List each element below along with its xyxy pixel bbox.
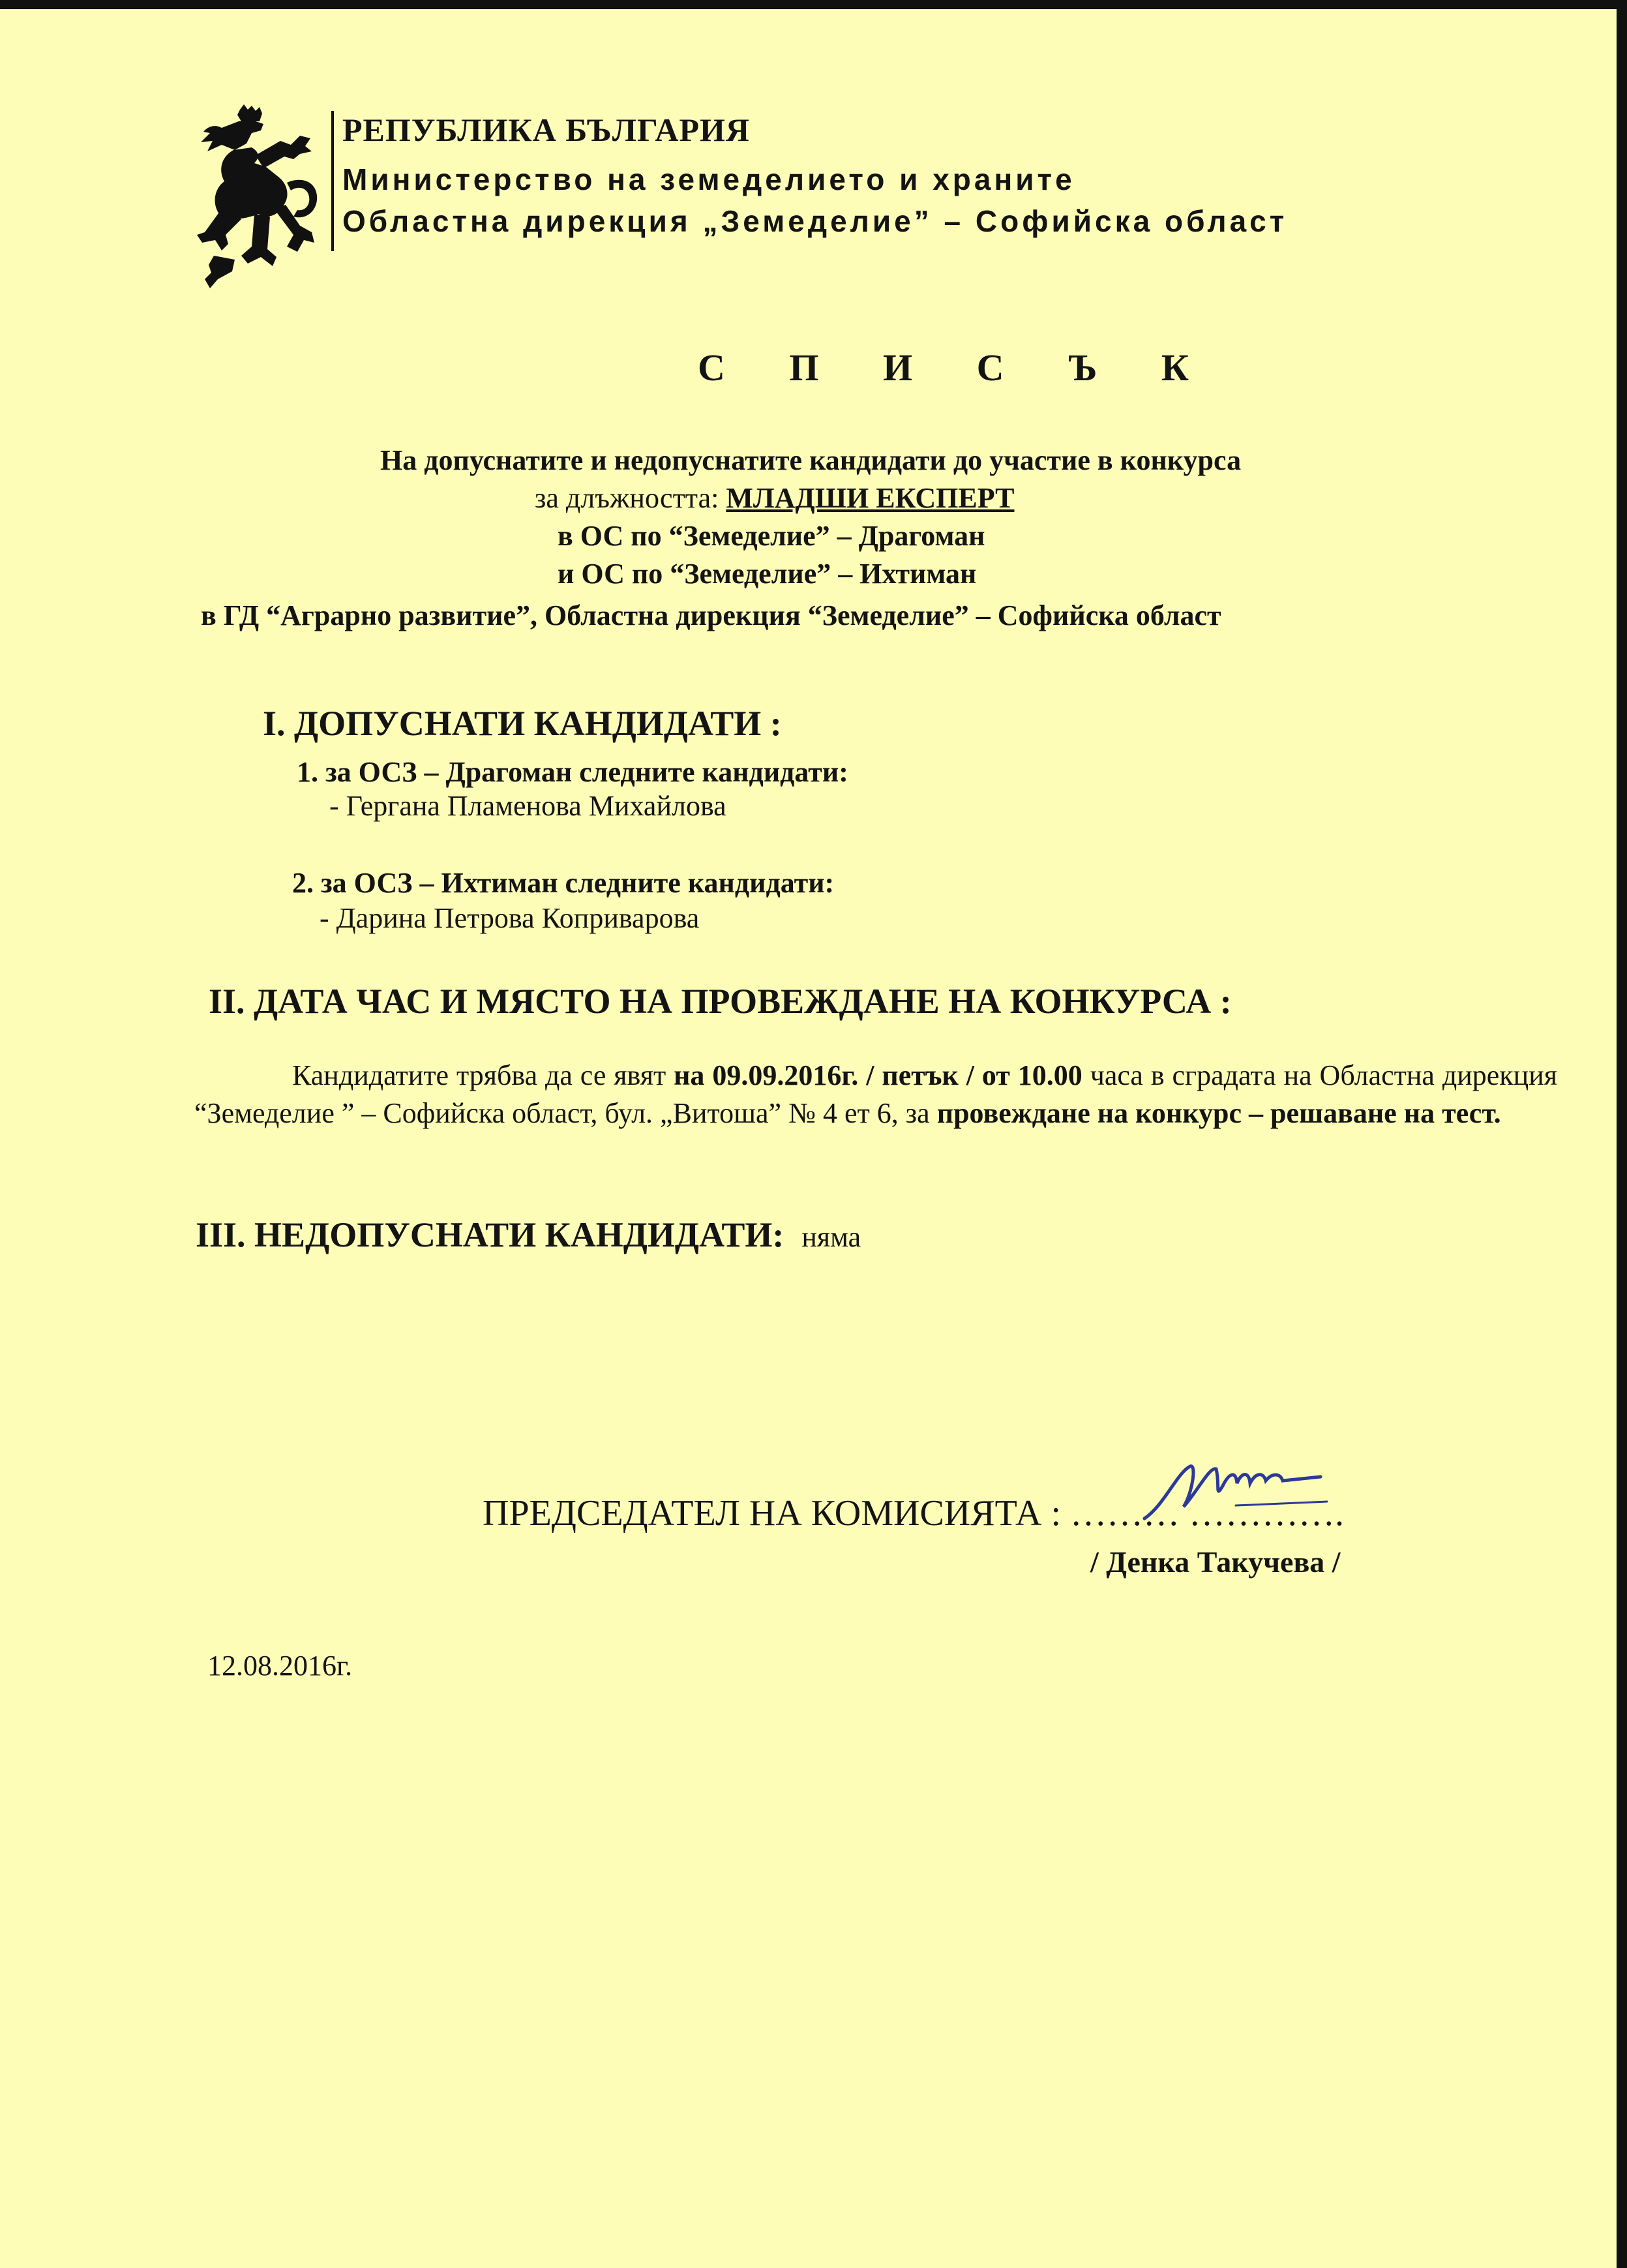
section2-text-1: Кандидатите трябва да се явят — [292, 1059, 674, 1091]
document-title: С П И С Ъ К — [698, 346, 1216, 389]
section3-heading: III. НЕДОПУСНАТИ КАНДИДАТИ: — [196, 1215, 784, 1254]
scan-top-border — [0, 0, 1627, 9]
position-prefix: за длъжността: — [535, 482, 719, 514]
position-name: МЛАДШИ ЕКСПЕРТ — [726, 482, 1015, 514]
signature-name: / Денка Такучева / — [1090, 1545, 1341, 1579]
header-ministry: Министерство на земеделието и храните — [342, 162, 1075, 196]
department-line: в ГД “Аграрно развитие”, Областна дирекция “Земеделие” – Софийска област — [201, 599, 1221, 631]
header-divider — [331, 111, 334, 251]
signature-title: ПРЕДСЕДАТЕЛ НА КОМИСИЯТА : ……… …………. — [483, 1493, 1345, 1534]
header-directorate: Областна дирекция „Земеделие” – Софийска област — [342, 204, 1288, 238]
group1-label: 1. за ОСЗ – Драгоман следните кандидати: — [297, 756, 848, 788]
intro-line: На допуснатите и недопуснатите кандидати до участие в конкурса — [380, 444, 1242, 476]
group2-label: 2. за ОСЗ – Ихтиман следните кандидати: — [292, 867, 835, 899]
position-line — [535, 481, 1015, 515]
section2-heading: II. ДАТА ЧАС И МЯСТО НА ПРОВЕЖДАНЕ НА КОНКУРСА : — [209, 982, 1232, 1021]
section2-text-3: часа в сградата на Областна дирекция “Земеделие ” – Софийска област, бул. „Витоша” № 4 ет 6, за — [194, 1059, 1557, 1129]
section3-line — [196, 1215, 861, 1255]
office-line-dragoman: в ОС по “Земеделие” – Драгоман — [558, 520, 985, 552]
section2-paragraph — [194, 1057, 1557, 1132]
lion-emblem-icon — [196, 104, 320, 290]
section3-value: няма — [801, 1221, 861, 1253]
group2-candidate: - Дарина Петрова Коприварова — [320, 902, 700, 934]
group1-candidate: - Гергана Пламенова Михайлова — [329, 790, 726, 822]
document-date: 12.08.2016г. — [207, 1650, 353, 1682]
office-line-ihtiman: и ОС по “Земеделие” – Ихтиман — [558, 558, 977, 590]
header-country: РЕПУБЛИКА БЪЛГАРИЯ — [342, 112, 750, 148]
scan-right-border — [1617, 0, 1627, 2268]
section2-datetime: на 09.09.2016г. / петък / от 10.00 — [674, 1059, 1082, 1091]
section2-purpose: провеждане на конкурс – решаване на тест. — [936, 1097, 1501, 1129]
section1-heading: I. ДОПУСНАТИ КАНДИДАТИ : — [263, 704, 782, 743]
